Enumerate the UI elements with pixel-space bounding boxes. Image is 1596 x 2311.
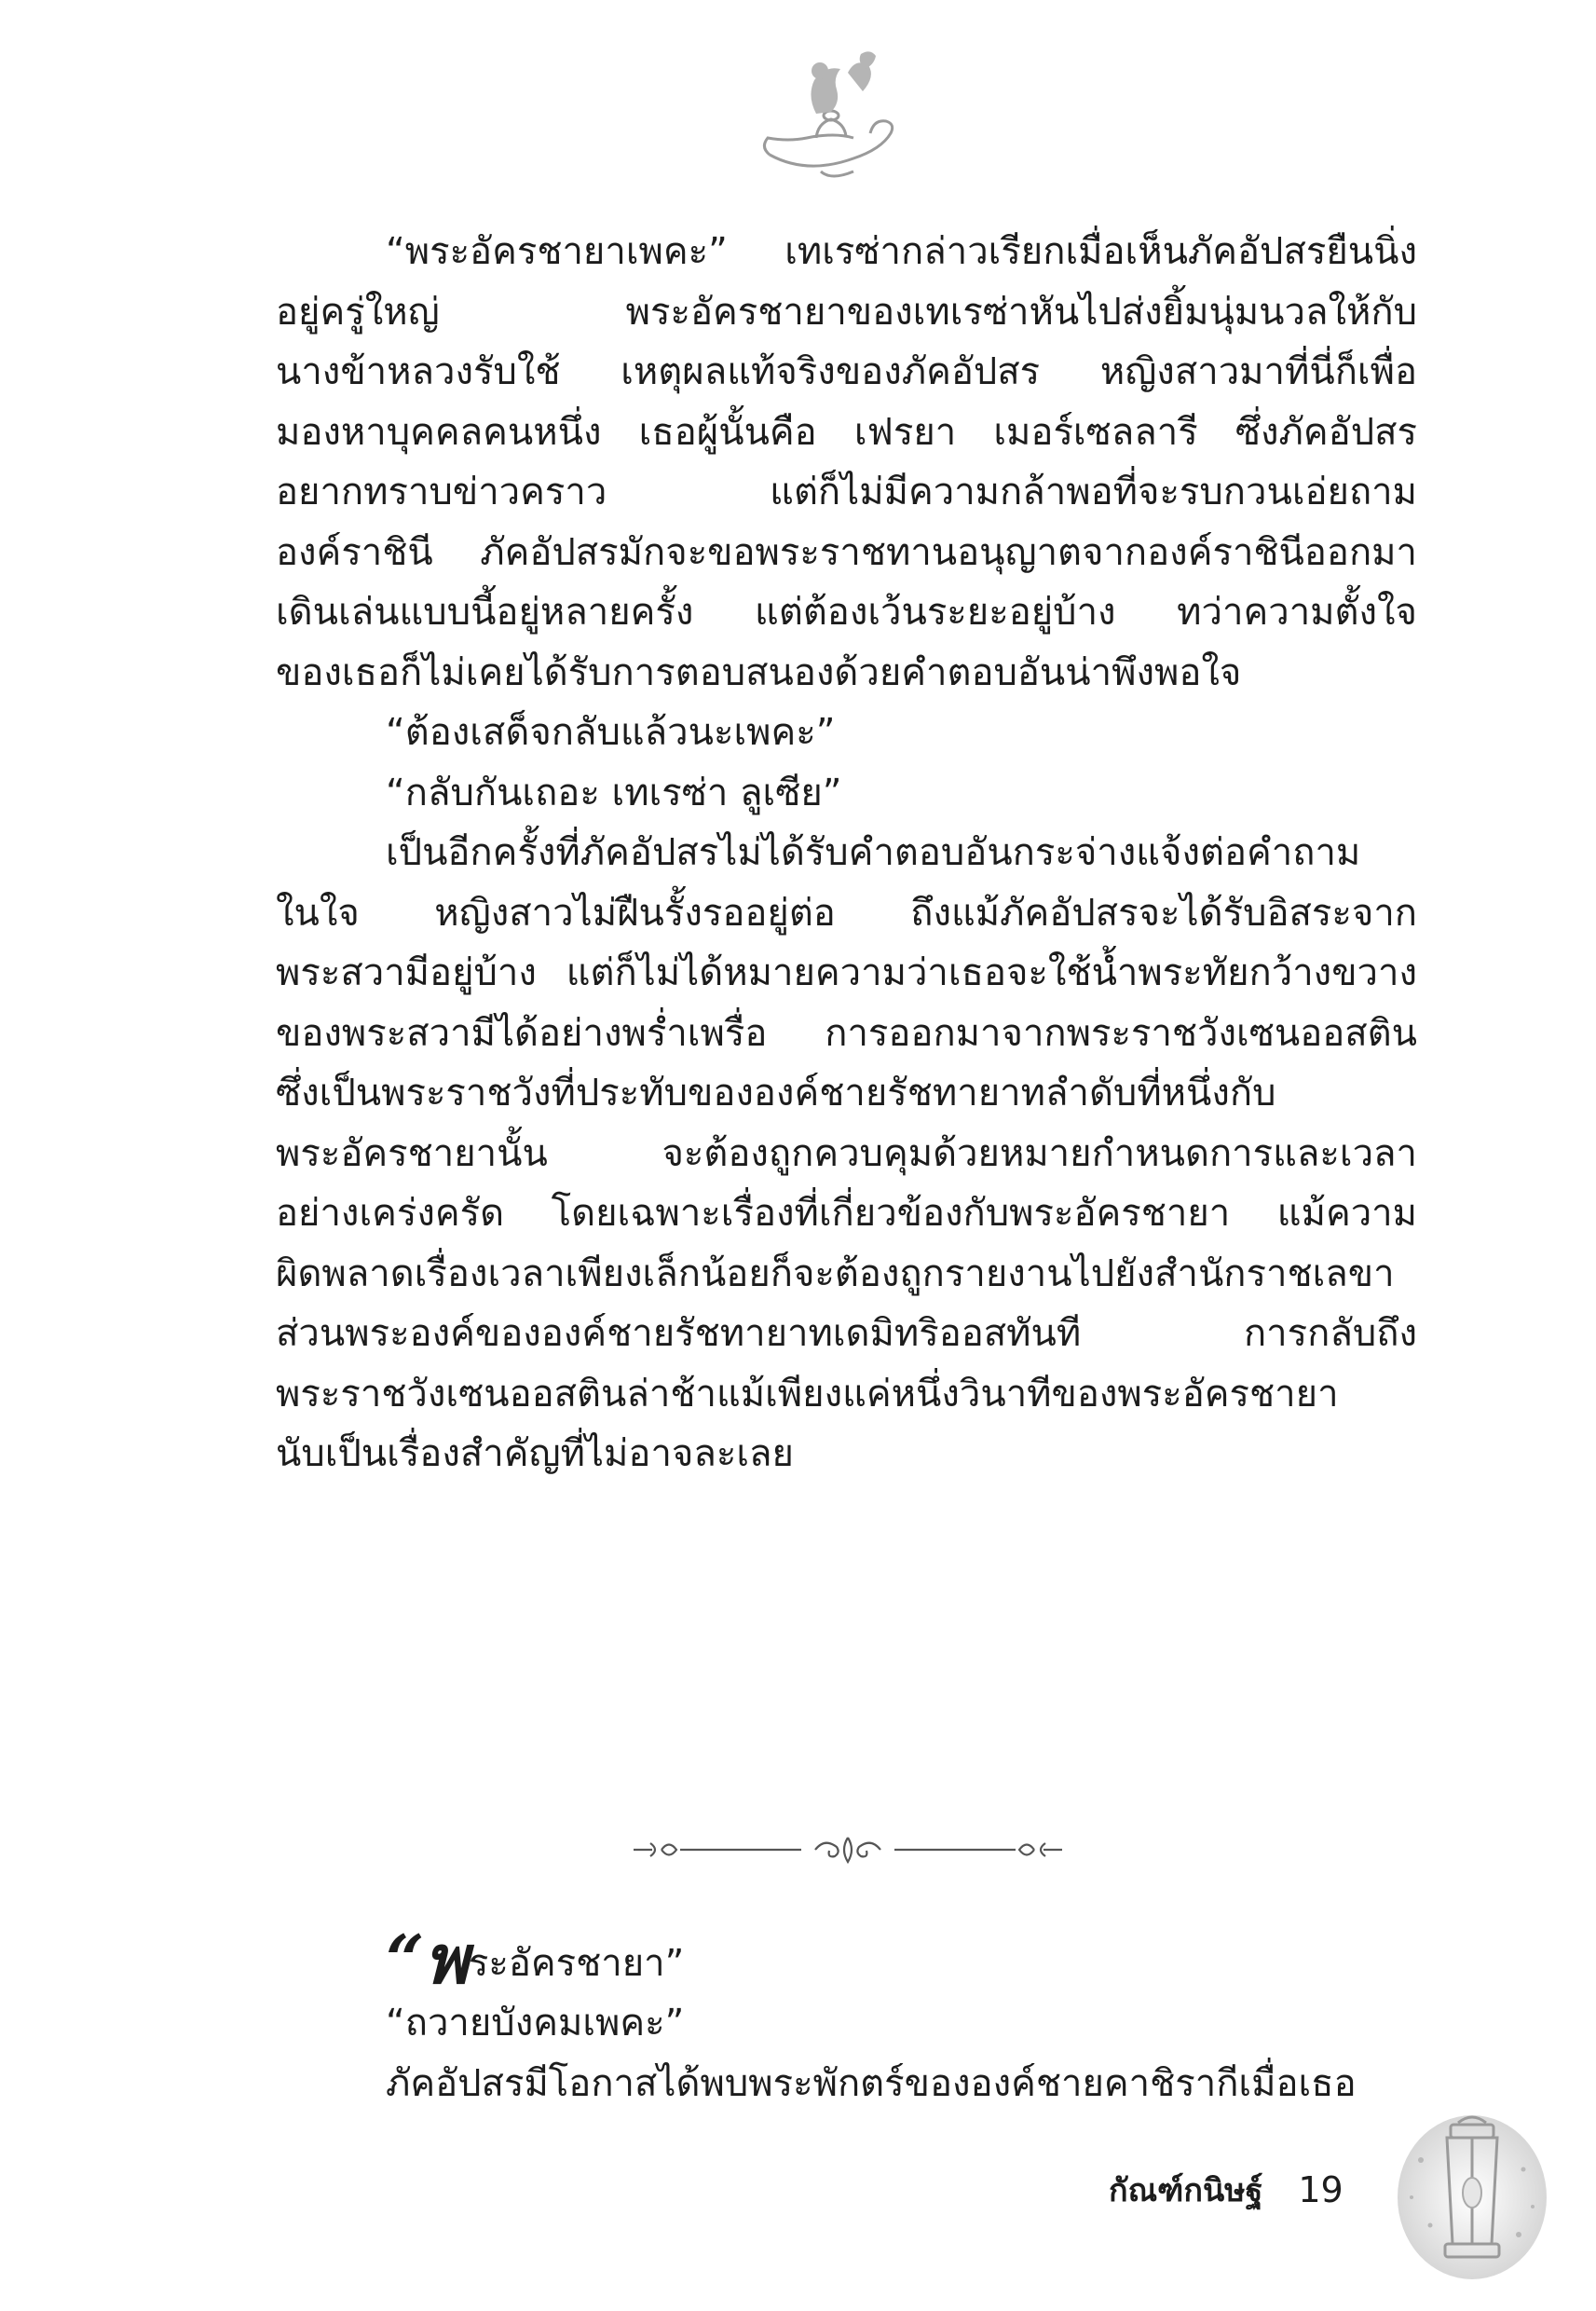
text-line: มองหาบุคคลคนหนึ่ง เธอผู้นั้นคือ เฟรยา เมอร์เซลลารี ซึ่งภัคอัปสร bbox=[276, 410, 1417, 454]
text-line: ซึ่งเป็นพระราชวังที่ประทับขององค์ชายรัชทายาทลำดับที่หนึ่งกับ bbox=[276, 1072, 1276, 1114]
text-line: ในใจ หญิงสาวไม่ฝืนรั้งรออยู่ต่อ ถึงแม้ภัคอัปสรจะได้รับอิสระจาก bbox=[276, 891, 1417, 935]
body-text bbox=[276, 222, 1417, 1484]
text-line: เป็นอีกครั้งที่ภัคอัปสรไม่ได้รับคำตอบอันกระจ่างแจ้งต่อคำถาม bbox=[386, 831, 1361, 874]
section2-text bbox=[276, 1915, 1417, 2113]
dialogue-rest: ระอัครชายา” bbox=[468, 1941, 685, 1985]
text-line: “พระอัครชายาเพคะ” เทเรซ่ากล่าวเรียกเมื่อเห็นภัคอัปสรยืนนิ่ง bbox=[386, 230, 1417, 273]
text-line: อย่างเคร่งครัด โดยเฉพาะเรื่องที่เกี่ยวข้องกับพระอัครชายา แม้ความ bbox=[276, 1192, 1417, 1235]
section-divider-ornament-icon bbox=[615, 1826, 1081, 1873]
dialogue-line: “ถวายบังคมเพคะ” bbox=[386, 2002, 685, 2044]
text-line: องค์ราชินี ภัคอัปสรมักจะขอพระราชทานอนุญาตจากองค์ราชินีออกมา bbox=[276, 530, 1417, 574]
page-footer bbox=[1109, 2160, 1344, 2220]
text-line: ของเธอก็ไม่เคยได้รับการตอบสนองด้วยคำตอบอันน่าพึงพอใจ bbox=[276, 650, 1242, 694]
text-line: พระสวามีอยู่บ้าง แต่ก็ไม่ได้หมายความว่าเธอจะใช้น้ำพระทัยกว้างขวาง bbox=[276, 951, 1417, 994]
book-title: กัณฑ์กนิษฐ์ bbox=[1109, 2172, 1263, 2209]
header-lamp-ornament-icon bbox=[751, 45, 909, 185]
text-line: นางข้าหลวงรับใช้ เหตุผลแท้จริงของภัคอัปสร หญิงสาวมาที่นี่ก็เพื่อ bbox=[276, 350, 1417, 393]
text-line: อยู่ครู่ใหญ่ พระอัครชายาของเทเรซ่าหันไปส่งยิ้มนุ่มนวลให้กับ bbox=[276, 290, 1417, 334]
text-line: พระราชวังเซนออสตินล่าช้าแม้เพียงแค่หนึ่งวินาทีของพระอัครชายา bbox=[276, 1372, 1339, 1415]
text-line: อยากทราบข่าวคราว แต่ก็ไม่มีความกล้าพอที่จะรบกวนเอ่ยถาม bbox=[276, 471, 1417, 513]
dialogue-line: “กลับกันเถอะ เทเรซ่า ลูเซีย” bbox=[386, 771, 842, 814]
text-line: เดินเล่นแบบนี้อยู่หลายครั้ง แต่ต้องเว้นระยะอยู่บ้าง ทว่าความตั้งใจ bbox=[276, 591, 1417, 634]
text-line: ของพระสวามีได้อย่างพร่ำเพรื่อ การออกมาจากพระราชวังเซนออสติน bbox=[276, 1011, 1417, 1055]
text-line: ภัคอัปสรมีโอกาสได้พบพระพักตร์ขององค์ชายคาชิรากีเมื่อเธอ bbox=[386, 2061, 1357, 2105]
text-line: ส่วนพระองค์ขององค์ชายรัชทายาทเดมิทริออสทันที การกลับถึง bbox=[276, 1312, 1417, 1355]
dialogue-line: “ต้องเสด็จกลับแล้วนะเพคะ” bbox=[386, 711, 836, 754]
text-line: ผิดพลาดเรื่องเวลาเพียงเล็กน้อยก็จะต้องถูกรายงานไปยังสำนักราชเลขา bbox=[276, 1251, 1395, 1295]
lantern-ornament-icon bbox=[1393, 2104, 1551, 2281]
text-line: นับเป็นเรื่องสำคัญที่ไม่อาจละเลย bbox=[276, 1432, 794, 1475]
dialogue-line bbox=[276, 1915, 1417, 1999]
drop-cap: “พ bbox=[386, 1920, 469, 1999]
text-line: พระอัครชายานั้น จะต้องถูกควบคุมด้วยหมายกำหนดการและเวลา bbox=[276, 1131, 1417, 1175]
page-number: 19 bbox=[1298, 2169, 1344, 2210]
